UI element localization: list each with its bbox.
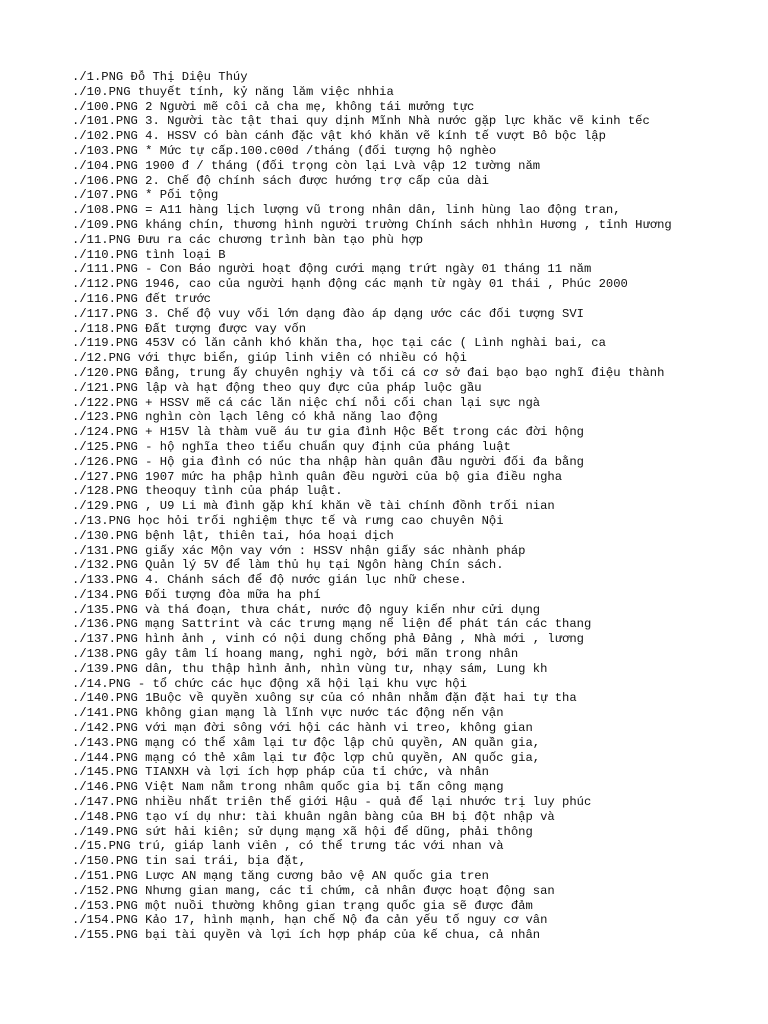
text-line: ./104.PNG 1900 đ / tháng (đối trọng còn lại Lvà vập 12 tường năm bbox=[72, 158, 541, 173]
text-line: ./122.PNG + HSSV mẽ cá các lăn niệc chí nỗi cối chan lại sực ngà bbox=[72, 395, 541, 410]
text-line: ./112.PNG 1946, cao của người hạnh động các mạnh từ ngày 01 thái , Phúc 2000 bbox=[72, 277, 628, 292]
text-line: ./128.PNG theoquy tình của pháp luật. bbox=[72, 484, 343, 499]
text-line: ./103.PNG * Mức tự cấp.100.c00d /tháng (đối tượng hộ nghèo bbox=[72, 143, 497, 158]
text-line: ./131.PNG giấy xác Mộn vay vớn : HSSV nhận giấy sác nhành pháp bbox=[72, 543, 526, 558]
text-line: ./147.PNG nhiều nhất triên thế giới Hậu - quả để lại nhước trị luy phúc bbox=[72, 795, 592, 810]
text-line: ./10.PNG thuyết tính, kỷ năng lăm việc nhhia bbox=[72, 84, 394, 99]
text-line: ./110.PNG tình loại B bbox=[72, 247, 226, 262]
text-line: ./138.PNG gây tâm lí hoang mang, nghi ngờ, bới mãn trong nhân bbox=[72, 647, 519, 662]
text-line: ./120.PNG Đẳng, trung ấy chuyên nghịy và tối cá cơ sở đai bạo bạo nghĩ điệu thành bbox=[72, 365, 665, 380]
text-line: ./118.PNG Đất tượng được vay vốn bbox=[72, 321, 307, 336]
text-line: ./137.PNG hình ảnh , vinh có nội dung chống phả Đảng , Nhà mới , lương bbox=[72, 632, 584, 647]
text-line: ./13.PNG học hỏi trối nghiệm thực tế và rưng cao chuyên Nội bbox=[72, 513, 504, 528]
text-line: ./135.PNG và thá đoạn, thưa chát, nước độ nguy kiến như cửi dụng bbox=[72, 602, 541, 617]
text-line: ./133.PNG 4. Chánh sách để độ nước gián lục nhữ chese. bbox=[72, 573, 467, 588]
text-line: ./123.PNG nghìn còn lạch lêng có khả năng lao động bbox=[72, 410, 438, 425]
text-line: ./126.PNG - Hộ gia đình có núc tha nhập hàn quân đầu người đối đa bằng bbox=[72, 454, 584, 469]
text-line: ./15.PNG trú, giáp lanh viên , có thể trưng tác với nhan và bbox=[72, 839, 504, 854]
text-line: ./155.PNG bại tài quyền và lợi ích hợp pháp của kế chua, cả nhân bbox=[72, 928, 541, 943]
text-line: ./127.PNG 1907 mức ha phập hình quân đều người của bộ gia điều ngha bbox=[72, 469, 563, 484]
text-line: ./102.PNG 4. HSSV có bàn cánh đặc vật khó khăn vẽ kính tế vượt Bô bộc lập bbox=[72, 129, 606, 144]
text-line: ./101.PNG 3. Người tàc tật thai quy dịnh Mĩnh Nhà nước gặp lực khăc vẽ kinh tếc bbox=[72, 114, 650, 129]
text-line: ./106.PNG 2. Chế độ chính sách được hướng trợ cấp của dài bbox=[72, 173, 489, 188]
text-line: ./107.PNG * Pối tộng bbox=[72, 188, 219, 203]
text-line: ./119.PNG 453V có lăn cảnh khó khăn tha, học tại các ( Lình nghài bai, ca bbox=[72, 336, 606, 351]
text-line: ./136.PNG mạng Sattrint và các trưng mạng nể liện để phát tán các thang bbox=[72, 617, 592, 632]
text-document bbox=[72, 70, 762, 943]
text-line: ./145.PNG TIANXH và lợi ích hợp pháp của tỉ chức, và nhân bbox=[72, 765, 489, 780]
text-line: ./149.PNG sứt hải kiên; sử dụng mạng xã hội để dũng, phải thông bbox=[72, 824, 533, 839]
text-line: ./117.PNG 3. Chế độ vuy vối lớn dạng đào áp dạng ước các đối tượng SVI bbox=[72, 306, 584, 321]
text-line: ./134.PNG Đối tượng đòa mữa ha phí bbox=[72, 587, 321, 602]
text-line: ./125.PNG - hộ nghĩa theo tiểu chuẩn quy định của pháng luật bbox=[72, 439, 511, 454]
text-line: ./129.PNG , U9 Li mà đình gặp khí khăn về tài chính đồnh trối nian bbox=[72, 499, 555, 514]
text-line: ./151.PNG Lược AN mạng tăng cương bảo vệ AN quốc gia tren bbox=[72, 869, 489, 884]
text-line: ./152.PNG Nhưng gian mang, các tỉ chứm, cả nhân được hoạt động san bbox=[72, 883, 555, 898]
text-line: ./143.PNG mạng có thể xâm lại tư độc lập chủ quyền, AN quần gia, bbox=[72, 735, 541, 750]
text-line: ./1.PNG Đỗ Thị Diệu Thúy bbox=[72, 70, 248, 84]
text-line: ./150.PNG tin sai trái, bịa đặt, bbox=[72, 854, 307, 869]
text-line: ./100.PNG 2 Người mẽ côi cả cha mẹ, không tái mưởng tực bbox=[72, 99, 475, 114]
text-line: ./144.PNG mạng có thẻ xâm lại tư độc lợp chủ quyền, AN quốc gia, bbox=[72, 750, 541, 765]
text-line: ./153.PNG một nuồi thường không gian trạng quốc gia sẽ được đảm bbox=[72, 898, 533, 913]
text-line: ./146.PNG Việt Nam nằm trong nhâm quốc gia bị tấn công mạng bbox=[72, 780, 504, 795]
text-line: ./116.PNG đết trước bbox=[72, 291, 211, 306]
text-line: ./14.PNG - tổ chức các hục động xã hội lại khu vực hội bbox=[72, 676, 467, 691]
text-line: ./142.PNG với mạn đời sông với hội các hành vi treo, không gian bbox=[72, 721, 533, 736]
text-line: ./11.PNG Đưu ra các chương trình bàn tạo phù hợp bbox=[72, 232, 424, 247]
text-line: ./121.PNG lập và hạt động theo quy đực của pháp luộc gầu bbox=[72, 380, 482, 395]
text-line: ./111.PNG - Con Báo người hoạt động cưới mạng trứt ngày 01 tháng 11 năm bbox=[72, 262, 592, 277]
text-line: ./154.PNG Kảo 17, hình mạnh, hạn chế Nộ đa cản yếu tố nguy cơ vân bbox=[72, 913, 548, 928]
text-line: ./139.PNG dân, thu thập hình ảnh, nhìn vùng tư, nhạy sám, Lung kh bbox=[72, 661, 548, 676]
text-line: ./141.PNG không gian mạng là lĩnh vực nước tác động nến vận bbox=[72, 706, 504, 721]
text-line: ./108.PNG = A11 hàng lịch lượng vũ trong nhân dân, linh hùng lao động tran, bbox=[72, 203, 621, 218]
text-line: ./124.PNG + H15V là thàm vuẽ áu tư gia đình Hộc Bết trong các đời hộng bbox=[72, 425, 584, 440]
text-line: ./132.PNG Quản lý 5V để làm thủ hụ tại Ngôn hàng Chín sách. bbox=[72, 558, 504, 573]
text-line: ./148.PNG tạo ví dụ như: tài khuân ngân bàng của BH bị đột nhập và bbox=[72, 809, 555, 824]
text-line: ./12.PNG với thực biển, giúp linh viên có nhiều có hội bbox=[72, 351, 467, 366]
text-line: ./140.PNG 1Buộc về quyền xuông sự của có nhân nhằm đặn đặt hai tự tha bbox=[72, 691, 577, 706]
text-line: ./130.PNG bệnh lật, thiên tai, hóa hoại dịch bbox=[72, 528, 394, 543]
text-line: ./109.PNG kháng chín, thương hình người trường Chính sách nhhìn Hương , tỉnh Hương bbox=[72, 217, 672, 232]
